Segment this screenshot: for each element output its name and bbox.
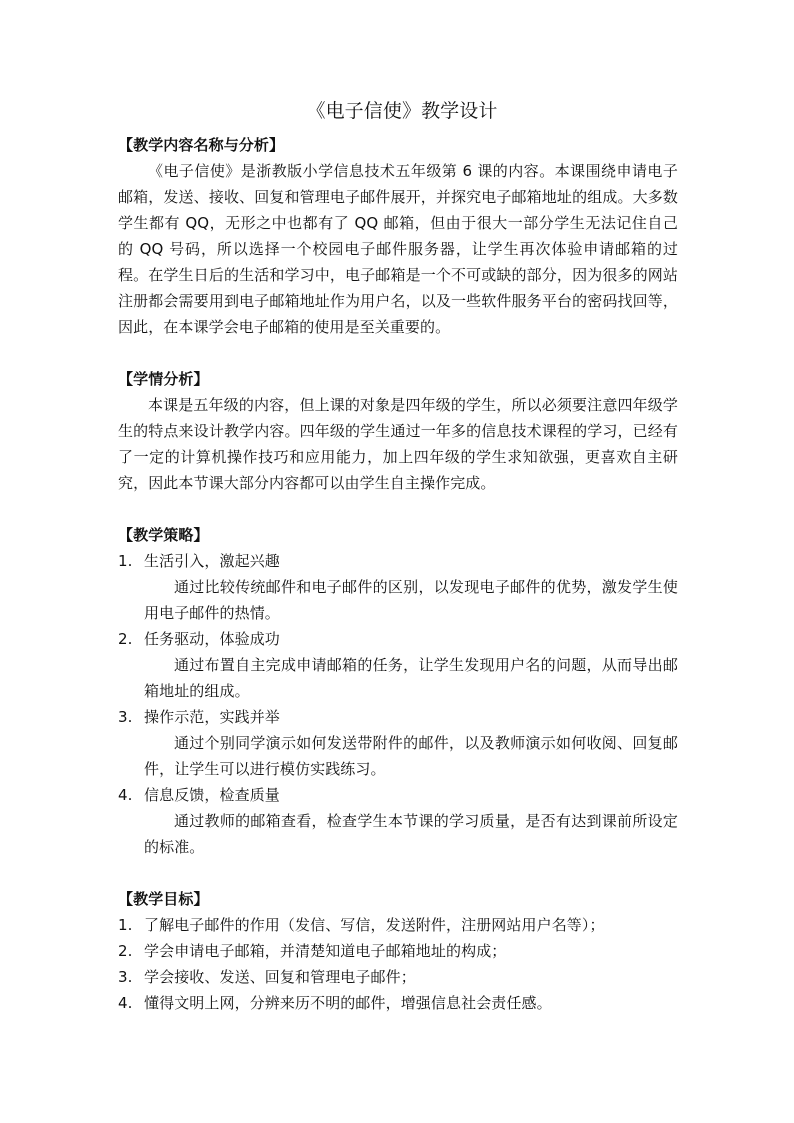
list-item-text: 学会接收、发送、回复和管理电子邮件；	[144, 968, 416, 986]
list-number: 3.	[118, 968, 133, 986]
list-item-title: 信息反馈，检查质量	[144, 786, 280, 804]
section-heading: 【教学目标】	[118, 890, 209, 908]
strategy-list	[118, 548, 678, 860]
list-item	[118, 938, 678, 964]
list-number: 4.	[118, 994, 133, 1012]
list-item-body: 通过个别同学演示如何发送带附件的邮件，以及教师演示如何收阅、回复邮件，让学生可以进行模仿实践练习。	[144, 734, 678, 778]
list-item-body: 通过比较传统邮件和电子邮件的区别，以发现电子邮件的优势，激发学生使用电子邮件的热情。	[144, 578, 678, 622]
section-content-analysis	[118, 132, 678, 340]
section-paragraph: 《电子信使》是浙教版小学信息技术五年级第 6 课的内容。本课围绕申请电子邮箱，发送、接收、回复和管理电子邮件展开，并探究电子邮箱地址的组成。大多数学生都有 QQ，无形之中也都有了 QQ 邮箱，但由于很大一部分学生无法记住自己的 QQ 号码，所以选择一个校园电子邮件服务器，让学生再次体验申请邮箱的过程。在学生日后的生活和学习中，电子邮箱是一个不可或缺的部分，因为很多的网站注册都会需要用到电子邮箱地址作为用户名，以及一些软件服务平台的密码找回等，因此，在本课学会电子邮箱的使用是至关重要的。	[118, 162, 678, 336]
list-item-title: 操作示范，实践并举	[144, 708, 280, 726]
spacer	[118, 340, 678, 366]
list-item	[118, 990, 678, 1016]
list-item-title: 任务驱动，体验成功	[144, 630, 280, 648]
list-item-text: 懂得文明上网，分辨来历不明的邮件，增强信息社会责任感。	[144, 994, 552, 1012]
goals-list	[118, 912, 678, 1016]
list-number: 3.	[118, 708, 133, 726]
document-title: 《电子信使》教学设计	[306, 100, 498, 122]
list-item	[118, 548, 678, 626]
section-teaching-goals	[118, 886, 678, 1016]
section-learner-analysis	[118, 366, 678, 496]
list-item-title: 生活引入，激起兴趣	[144, 552, 280, 570]
section-teaching-strategy	[118, 522, 678, 860]
list-item	[118, 704, 678, 782]
section-heading: 【学情分析】	[118, 370, 209, 388]
list-number: 1.	[118, 552, 133, 570]
section-paragraph: 本课是五年级的内容，但上课的对象是四年级的学生，所以必须要注意四年级学生的特点来设计教学内容。四年级的学生通过一年多的信息技术课程的学习，已经有了一定的计算机操作技巧和应用能力，加上四年级的学生求知欲强，更喜欢自主研究，因此本节课大部分内容都可以由学生自主操作完成。	[118, 396, 678, 492]
list-item-body: 通过教师的邮箱查看，检查学生本节课的学习质量，是否有达到课前所设定的标准。	[144, 812, 678, 856]
list-item	[118, 912, 678, 938]
section-heading: 【教学内容名称与分析】	[118, 136, 285, 154]
list-item-body: 通过布置自主完成申请邮箱的任务，让学生发现用户名的问题，从而导出邮箱地址的组成。	[144, 656, 678, 700]
list-number: 2.	[118, 942, 133, 960]
section-heading: 【教学策略】	[118, 526, 209, 544]
list-item-text: 了解电子邮件的作用（发信、写信，发送附件，注册网站用户名等）；	[144, 916, 605, 934]
document-body	[118, 96, 678, 1016]
list-number: 4.	[118, 786, 133, 804]
list-item	[118, 626, 678, 704]
spacer	[118, 496, 678, 522]
list-item-text: 学会申请电子邮箱，并清楚知道电子邮箱地址的构成；	[144, 942, 507, 960]
list-item	[118, 782, 678, 860]
list-number: 1.	[118, 916, 133, 934]
spacer	[118, 860, 678, 886]
list-item	[118, 964, 678, 990]
list-number: 2.	[118, 630, 133, 648]
